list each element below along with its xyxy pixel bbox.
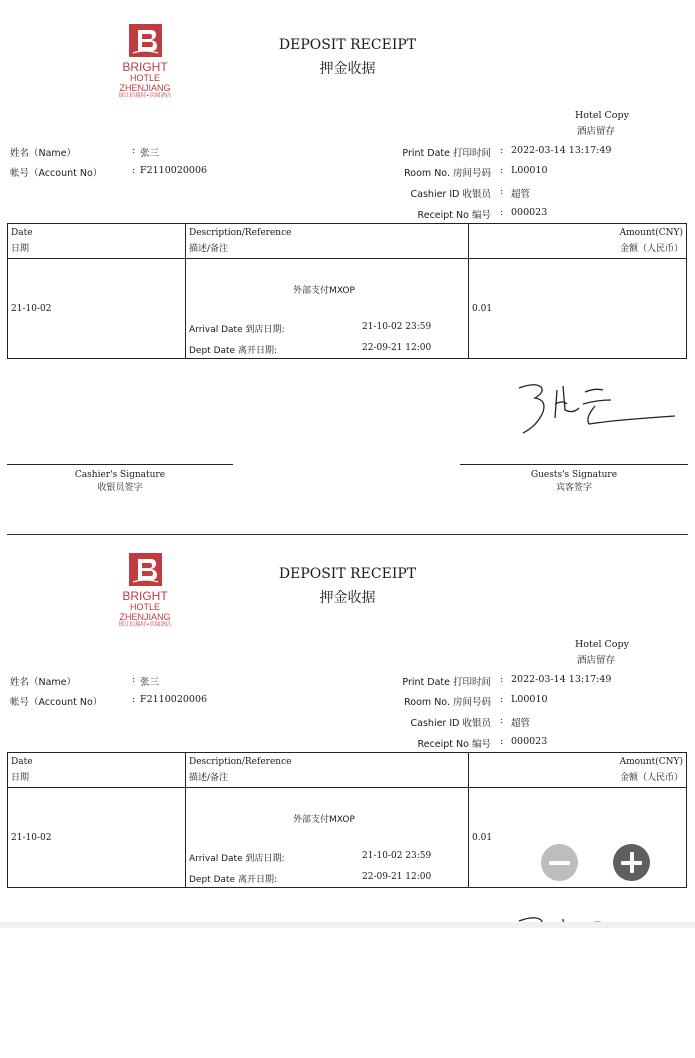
date-header-en: Date bbox=[11, 757, 33, 767]
receipt-no-value: 000023 bbox=[511, 736, 548, 747]
desc-header-en: Description/Reference bbox=[189, 228, 292, 238]
print-date-value: 2022-03-14 13:17:49 bbox=[511, 145, 612, 156]
room-value: L00010 bbox=[511, 694, 548, 705]
copy-label-en: Hotel Copy bbox=[575, 639, 629, 650]
hotel-logo bbox=[104, 553, 186, 628]
desc-header-en: Description/Reference bbox=[189, 757, 292, 767]
cashier-signature-label: Cashier's Signature 收银员签字 bbox=[74, 470, 166, 493]
amount-header-cn: 金额（人民币） bbox=[619, 244, 683, 254]
arrival-label: Arrival Date 到店日期: bbox=[189, 325, 285, 335]
print-date-label: Print Date 打印时间 bbox=[402, 677, 491, 688]
guest-signature-drawing bbox=[515, 378, 680, 438]
print-date-label: Print Date 打印时间 bbox=[402, 148, 491, 159]
zoom-in-button[interactable] bbox=[613, 844, 650, 881]
minus-icon bbox=[549, 861, 570, 865]
room-colon: : bbox=[500, 165, 504, 176]
receipt-copy-2 bbox=[0, 529, 695, 1058]
account-label: 帐号（Account No） bbox=[10, 697, 103, 708]
desc-header-cn: 描述/备注 bbox=[189, 773, 229, 783]
date-header-en: Date bbox=[11, 228, 33, 238]
name-value: 张三 bbox=[140, 677, 160, 688]
print-date-colon: : bbox=[500, 145, 504, 156]
account-label: 帐号（Account No） bbox=[10, 168, 103, 179]
hotel-name: BRIGHT bbox=[122, 60, 168, 74]
cashier-value: 超管 bbox=[511, 189, 531, 200]
date-header-cn: 日期 bbox=[11, 244, 30, 254]
receipt-no-colon: : bbox=[500, 736, 504, 747]
hotel-name: BRIGHT bbox=[122, 589, 168, 603]
desc-header-cn: 描述/备注 bbox=[189, 244, 229, 254]
room-label: Room No. 房间号码 bbox=[404, 697, 491, 708]
row-date: 21-10-02 bbox=[11, 833, 52, 843]
receipt-table bbox=[7, 223, 687, 359]
room-colon: : bbox=[500, 694, 504, 705]
account-colon: : bbox=[132, 694, 136, 705]
bottom-scroll-edge bbox=[0, 922, 695, 928]
dept-value: 22-09-21 12:00 bbox=[362, 872, 432, 882]
amount-header-en: Amount(CNY) bbox=[619, 228, 683, 238]
row-description: 外部支付MXOP bbox=[293, 286, 355, 296]
cashier-colon: : bbox=[500, 186, 504, 197]
copy-label-cn: 酒店留存 bbox=[577, 655, 616, 666]
guest-signature-label: Guests's Signature 宾客签字 bbox=[530, 470, 618, 493]
row-date: 21-10-02 bbox=[11, 304, 52, 314]
name-label: 姓名（Name） bbox=[10, 148, 77, 159]
dept-value: 22-09-21 12:00 bbox=[362, 343, 432, 353]
room-value: L00010 bbox=[511, 165, 548, 176]
cashier-value: 超管 bbox=[511, 718, 531, 729]
arrival-value: 21-10-02 23:59 bbox=[362, 851, 432, 861]
hotel-name-cn: 镇江伯瑞特•宾圆酒店 bbox=[118, 93, 172, 99]
receipt-title-en: DEPOSIT RECEIPT bbox=[278, 566, 417, 582]
name-colon: : bbox=[132, 674, 136, 685]
receipt-table bbox=[7, 752, 687, 888]
print-date-colon: : bbox=[500, 674, 504, 685]
receipt-title-cn: 押金收据 bbox=[319, 590, 376, 606]
cashier-label: Cashier ID 收银员 bbox=[410, 718, 491, 729]
copy-label-cn: 酒店留存 bbox=[577, 126, 616, 137]
date-header-cn: 日期 bbox=[11, 773, 30, 783]
hotel-name-cn: 镇江伯瑞特•宾圆酒店 bbox=[118, 622, 172, 628]
name-colon: : bbox=[132, 145, 136, 156]
hotel-logo bbox=[104, 24, 186, 99]
copy-label-en: Hotel Copy bbox=[575, 110, 629, 121]
dept-label: Dept Date 离开日期: bbox=[189, 875, 277, 885]
receipt-no-colon: : bbox=[500, 207, 504, 218]
receipt-title-en: DEPOSIT RECEIPT bbox=[278, 37, 417, 53]
account-value: F2110020006 bbox=[140, 694, 208, 705]
arrival-value: 21-10-02 23:59 bbox=[362, 322, 432, 332]
row-amount: 0.01 bbox=[472, 833, 493, 843]
receipt-title-cn: 押金收据 bbox=[319, 61, 376, 77]
room-label: Room No. 房间号码 bbox=[404, 168, 491, 179]
account-colon: : bbox=[132, 165, 136, 176]
hotel-name-sub: HOTLE ZHENJIANG bbox=[119, 602, 171, 622]
amount-header-cn: 金额（人民币） bbox=[619, 773, 683, 783]
hotel-name-sub: HOTLE ZHENJIANG bbox=[119, 73, 171, 93]
name-value: 张三 bbox=[140, 148, 160, 159]
amount-header-en: Amount(CNY) bbox=[619, 757, 683, 767]
cashier-label: Cashier ID 收银员 bbox=[410, 189, 491, 200]
arrival-label: Arrival Date 到店日期: bbox=[189, 854, 285, 864]
cashier-colon: : bbox=[500, 715, 504, 726]
print-date-value: 2022-03-14 13:17:49 bbox=[511, 674, 612, 685]
dept-label: Dept Date 离开日期: bbox=[189, 346, 277, 356]
zoom-out-button[interactable] bbox=[541, 844, 578, 881]
name-label: 姓名（Name） bbox=[10, 677, 77, 688]
receipt-no-value: 000023 bbox=[511, 207, 548, 218]
receipt-no-label: Receipt No 编号 bbox=[417, 739, 491, 750]
row-description: 外部支付MXOP bbox=[293, 815, 355, 825]
plus-icon bbox=[630, 852, 634, 873]
receipt-no-label: Receipt No 编号 bbox=[417, 210, 491, 221]
account-value: F2110020006 bbox=[140, 165, 208, 176]
row-amount: 0.01 bbox=[472, 304, 493, 314]
